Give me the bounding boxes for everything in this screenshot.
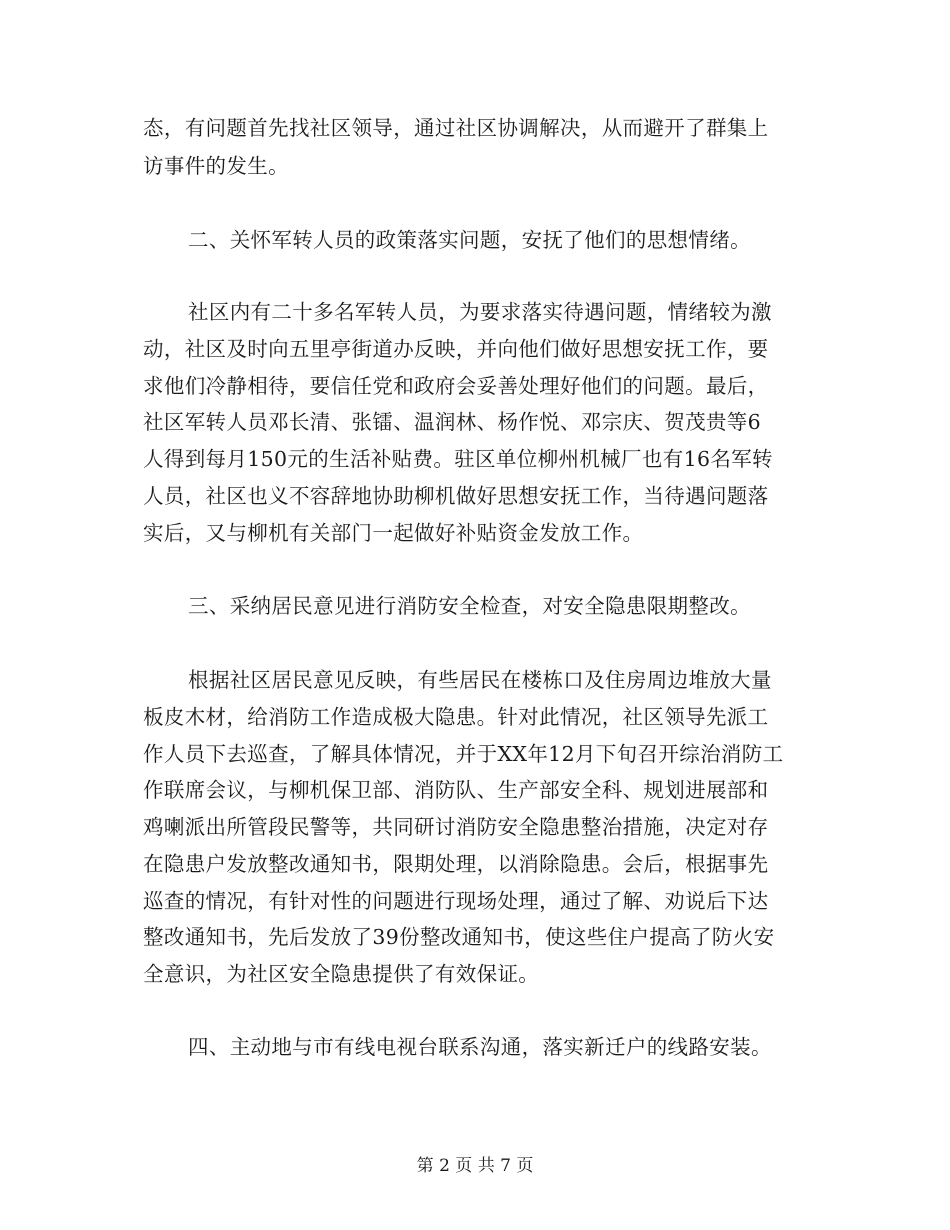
paragraph-line: 动，社区及时向五里亭街道办反映，并向他们做好思想安抚工作，要 bbox=[143, 337, 769, 361]
page-number-footer: 第 2 页 共 7 页 bbox=[416, 1156, 534, 1176]
paragraph-line: 访事件的发生。 bbox=[143, 154, 289, 178]
paragraph-line: 社区军转人员邓长清、张镭、温润林、杨作悦、邓宗庆、贺茂贵等6 bbox=[143, 410, 762, 434]
section-heading: 三、采纳居民意见进行消防安全检查，对安全隐患限期整改。 bbox=[188, 594, 751, 618]
paragraph-line: 社区内有二十多名军转人员，为要求落实待遇问题，情绪较为激 bbox=[188, 300, 772, 324]
paragraph-line: 人得到每月150元的生活补贴费。驻区单位柳州机械厂也有16名军转 bbox=[143, 447, 773, 471]
paragraph-line: 作联席会议，与柳机保卫部、消防队、生产部安全科、规划进展部和 bbox=[143, 778, 769, 802]
paragraph-line: 人员，社区也义不容辞地协助柳机做好思想安抚工作，当待遇问题落 bbox=[143, 484, 769, 508]
section-heading: 二、关怀军转人员的政策落实问题，安抚了他们的思想情绪。 bbox=[188, 228, 751, 252]
paragraph-line: 求他们冷静相待，要信任党和政府会妥善处理好他们的问题。最后， bbox=[143, 374, 769, 398]
paragraph-line: 巡查的情况，有针对性的问题进行现场处理，通过了解、劝说后下达 bbox=[143, 889, 769, 913]
paragraph-line: 作人员下去巡查，了解具体情况，并于XX年12月下旬召开综治消防工 bbox=[143, 742, 784, 766]
paragraph-line: 根据社区居民意见反映，有些居民在楼栋口及住房周边堆放大量 bbox=[188, 668, 772, 692]
paragraph-line: 实后，又与柳机有关部门一起做好补贴资金发放工作。 bbox=[143, 521, 644, 545]
paragraph-line: 全意识，为社区安全隐患提供了有效保证。 bbox=[143, 962, 540, 986]
paragraph-line: 态，有问题首先找社区领导，通过社区协调解决，从而避开了群集上 bbox=[143, 116, 769, 140]
paragraph-line: 板皮木材，给消防工作造成极大隐患。针对此情况，社区领导先派工 bbox=[143, 705, 769, 729]
paragraph-line: 在隐患户发放整改通知书，限期处理，以消除隐患。会后，根据事先 bbox=[143, 852, 769, 876]
section-heading: 四、主动地与市有线电视台联系沟通，落实新迁户的线路安装。 bbox=[188, 1035, 772, 1059]
paragraph-line: 鸡喇派出所管段民警等，共同研讨消防安全隐患整治措施，决定对存 bbox=[143, 815, 769, 839]
paragraph-line: 整改通知书，先后发放了39份整改通知书，使这些住户提高了防火安 bbox=[143, 925, 775, 949]
